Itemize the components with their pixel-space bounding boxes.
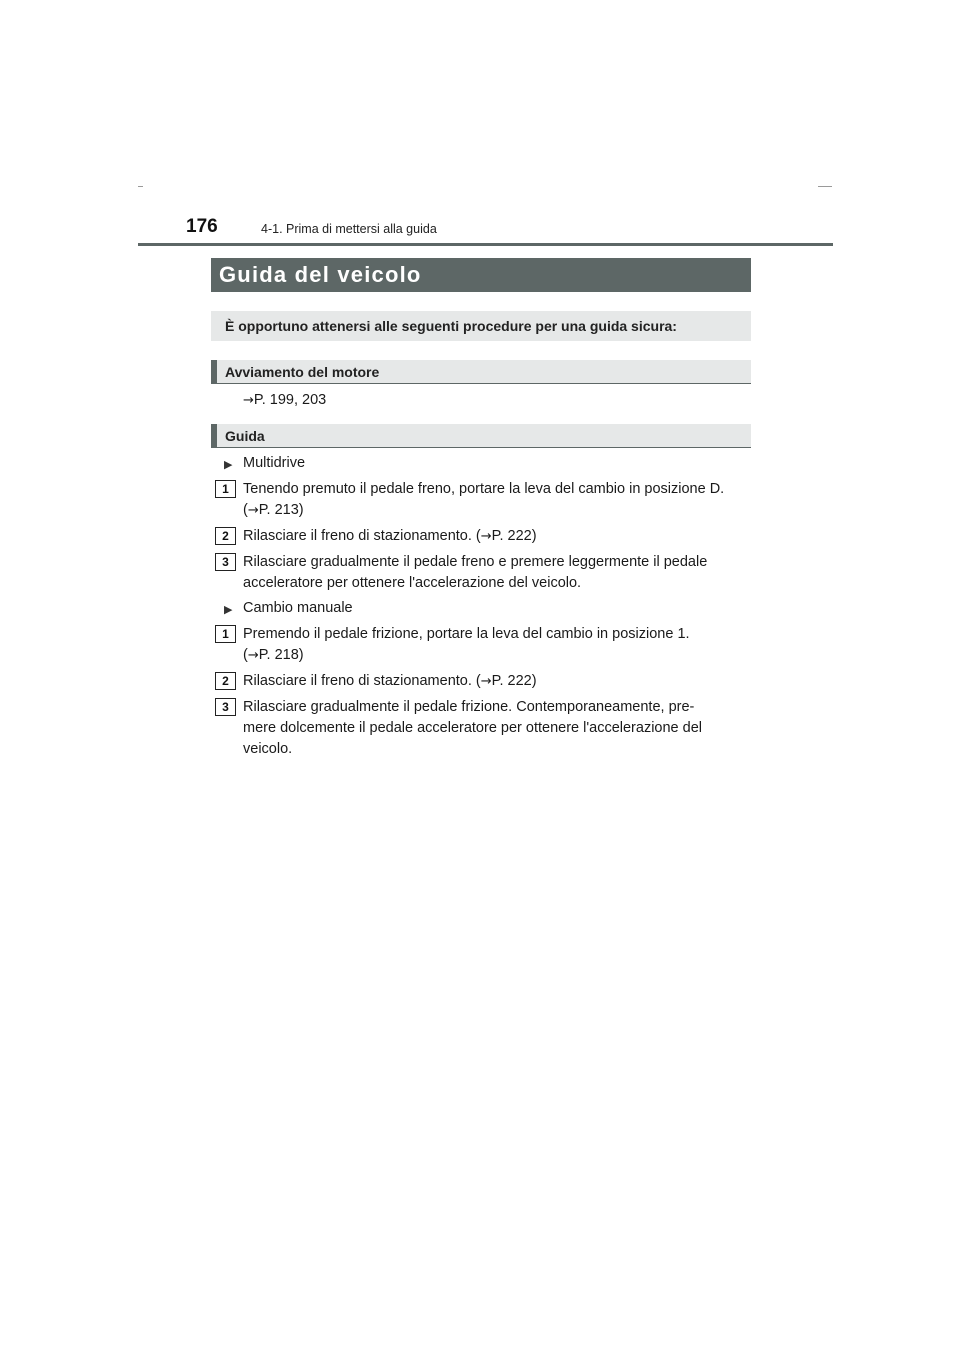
step-line: veicolo. xyxy=(243,741,293,757)
reference-text: P. 213) xyxy=(258,502,304,518)
step-line: acceleratore per ottenere l'accelerazione del veicolo. xyxy=(243,575,582,591)
reference-text: P. 218) xyxy=(258,647,304,663)
header-rule xyxy=(138,243,833,246)
reference-text: P. 222) xyxy=(491,673,537,689)
step-text xyxy=(243,697,746,760)
triangle-right-icon: ▶ xyxy=(224,603,233,616)
step-line: Rilasciare gradualmente il pedale frizione. Contemporaneamente, pre- xyxy=(243,699,695,715)
arrow-right-icon: → xyxy=(243,393,254,408)
intro-band xyxy=(211,311,751,341)
subheading-label: Avviamento del motore xyxy=(225,363,380,380)
step-line: Premendo il pedale frizione, portare la leva del cambio in posizione 1. xyxy=(243,626,690,642)
section-title: 4-1. Prima di mettersi alla guida xyxy=(261,222,437,236)
triangle-right-icon: ▶ xyxy=(224,458,233,471)
reference-text: P. 199, 203 xyxy=(253,392,327,408)
intro-text: È opportuno attenersi alle seguenti procedure per una guida sicura: xyxy=(225,318,677,334)
page-number: 176 xyxy=(186,216,218,237)
multidrive-label: Multidrive xyxy=(243,455,306,471)
step-line: Rilasciare il freno di stazionamento. ( xyxy=(243,528,481,544)
step-number-badge: 3 xyxy=(215,553,236,571)
step-number-badge: 1 xyxy=(215,625,236,643)
step-text xyxy=(243,526,746,547)
step-number-badge: 1 xyxy=(215,480,236,498)
step-text xyxy=(243,671,746,692)
crop-mark-right xyxy=(818,186,832,187)
step-number-badge: 2 xyxy=(215,527,236,545)
step-text: Tenendo premuto il pedale freno, portare la leva del cambio in posizione D. (→P. 213) xyxy=(243,481,725,518)
subheading-engine-start xyxy=(211,360,751,384)
crop-mark-left xyxy=(138,186,143,187)
page-title: Guida del veicolo xyxy=(219,262,422,287)
step-line: mere dolcemente il pedale acceleratore per ottenere l'accelerazione del xyxy=(243,720,702,736)
subheading-driving xyxy=(211,424,751,448)
subheading-label: Guida xyxy=(225,427,265,444)
step-line: Rilasciare gradualmente il pedale freno e premere leggermente il pedale xyxy=(243,554,708,570)
step-text: Premendo il pedale frizione, portare la leva del cambio in posizione 1. (→P. 218) xyxy=(243,626,690,663)
arrow-right-icon: → xyxy=(247,503,259,518)
arrow-right-icon: → xyxy=(480,674,492,689)
page-title-banner xyxy=(211,258,751,292)
step-line: Tenendo premuto il pedale freno, portare la leva del cambio in posizione D. xyxy=(243,481,725,497)
engine-start-reference xyxy=(243,390,746,411)
manual-transmission-label: Cambio manuale xyxy=(243,600,353,616)
arrow-right-icon: → xyxy=(247,648,259,663)
step-text xyxy=(243,552,746,594)
step-line: Rilasciare il freno di stazionamento. ( xyxy=(243,673,481,689)
step-number-badge: 3 xyxy=(215,698,236,716)
reference-text: P. 222) xyxy=(491,528,537,544)
arrow-right-icon: → xyxy=(480,529,492,544)
step-number-badge: 2 xyxy=(215,672,236,690)
